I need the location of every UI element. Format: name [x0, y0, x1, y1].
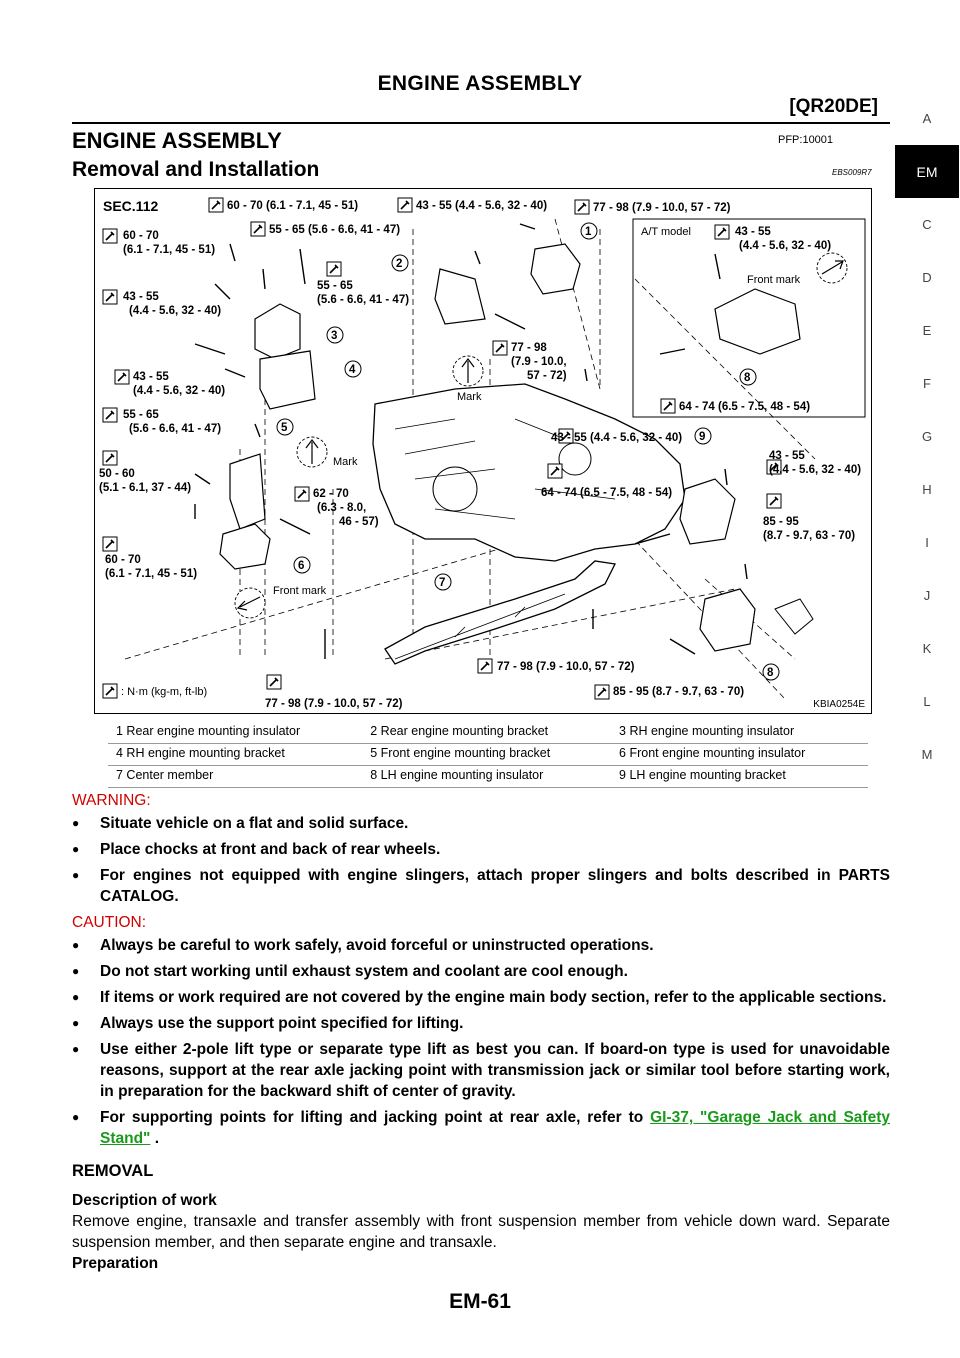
torque-callout: (4.4 - 5.6, 32 - 40) [133, 385, 226, 397]
legend-cell: 4 RH engine mounting bracket [116, 746, 285, 760]
legend-cell: 6 Front engine mounting insulator [619, 746, 806, 760]
legend-cell: 1 Rear engine mounting insulator [116, 724, 301, 738]
chapter-tab-k[interactable]: K [922, 641, 932, 656]
warning-item: For engines not equipped with engine slingers, attach proper slingers and bolts described in PARTS CATALOG. [100, 867, 890, 905]
chapter-tab-l[interactable]: L [923, 694, 931, 709]
front-insulator [220, 524, 270, 569]
torque-wrench-icon [115, 370, 129, 384]
chapter-tab-g[interactable]: G [921, 429, 933, 444]
caution-item: Use either 2-pole lift type or separate type lift as best you can. If board-on type is used for unavoidable reasons, support at the rear axle jacking point with transmission jack or similar tool before starting work, in preparation for the backward shift of center of gravity. [100, 1041, 890, 1100]
torque-callout: (6.1 - 7.1, 45 - 51) [105, 568, 198, 580]
caution-item-suffix: . [150, 1130, 160, 1147]
torque-callout: 64 - 74 (6.5 - 7.5, 48 - 54) [679, 401, 811, 413]
torque-wrench-icon [767, 494, 781, 508]
part-number-7: 7 [439, 577, 446, 589]
torque-wrench-icon [715, 225, 729, 239]
torque-callout: 43 - 55 (4.4 - 5.6, 32 - 40) [551, 432, 683, 444]
caution-label: CAUTION: [72, 914, 147, 931]
torque-callout: 43 - 55 [123, 291, 159, 303]
torque-callout: (6.3 - 8.0, [317, 502, 367, 514]
bullet-icon: ● [72, 1042, 80, 1056]
diagram-svg [95, 189, 871, 713]
torque-wrench-icon [103, 290, 117, 304]
torque-callout: 85 - 95 [763, 516, 799, 528]
chapter-index [895, 92, 959, 781]
description-heading: Description of work [72, 1192, 217, 1209]
torque-wrench-icon [209, 198, 223, 212]
torque-callout: (7.9 - 10.0, [511, 356, 567, 368]
torque-wrench-icon [398, 198, 412, 212]
figure-code: KBIA0254E [813, 699, 865, 710]
torque-callout: 43 - 55 [133, 371, 169, 383]
torque-wrench-icon [103, 684, 117, 698]
front-bracket [230, 454, 265, 529]
part-number-3: 3 [331, 330, 338, 342]
torque-callout: 60 - 70 [123, 230, 159, 242]
chapter-tab-a[interactable]: A [922, 111, 932, 126]
part-number-9: 9 [699, 431, 706, 443]
bullet-icon: ● [72, 868, 80, 882]
bullet-icon: ● [72, 1110, 80, 1124]
subsection-code: EBS009R7 [832, 168, 872, 177]
bullet-icon: ● [72, 842, 80, 856]
bullet-icon: ● [72, 938, 80, 952]
part-number-4: 4 [349, 364, 356, 376]
torque-callout: (5.1 - 6.1, 37 - 44) [99, 482, 192, 494]
subsection-title: Removal and Installation [72, 158, 320, 181]
torque-callout: 43 - 55 [769, 450, 805, 462]
torque-callout: 77 - 98 (7.9 - 10.0, 57 - 72) [497, 661, 635, 673]
torque-wrench-icon [493, 341, 507, 355]
engine-block [373, 384, 685, 561]
rear-insulator [531, 244, 580, 294]
chapter-tab-j[interactable]: J [923, 588, 931, 603]
lh-bracket [680, 479, 735, 544]
torque-callout: 55 - 65 [123, 409, 159, 421]
torque-callout: (4.4 - 5.6, 32 - 40) [769, 464, 862, 476]
rh-insulator [255, 304, 300, 359]
torque-callout: 85 - 95 (8.7 - 9.7, 63 - 70) [613, 686, 745, 698]
list-item [72, 935, 890, 956]
at-model-label: A/T model [641, 226, 691, 238]
engine-mount-diagram [94, 188, 872, 714]
torque-wrench-icon [103, 537, 117, 551]
at-insulator [715, 289, 800, 354]
caution-item: Always use the support point specified for lifting. [100, 1015, 464, 1032]
caution-item: Do not start working until exhaust system and coolant are cool enough. [100, 963, 628, 980]
part-number-5: 5 [281, 422, 288, 434]
torque-callout: 55 - 65 [317, 280, 353, 292]
mark-label: Mark [457, 391, 482, 403]
description-text: Remove engine, transaxle and transfer assembly with front suspension member from vehicle down ward. Separate suspension member, and then separate engine and transaxle. [72, 1213, 890, 1251]
legend-cell: 3 RH engine mounting insulator [619, 724, 795, 738]
torque-wrench-icon [103, 229, 117, 243]
list-item [72, 813, 890, 834]
legend-row [108, 722, 868, 744]
list-item [72, 1039, 890, 1102]
torque-callout: 77 - 98 [511, 342, 547, 354]
torque-wrench-icon [661, 399, 675, 413]
caution-item: If items or work required are not covered by the engine main body section, refer to the applicable sections. [100, 989, 887, 1006]
torque-callout: (4.4 - 5.6, 32 - 40) [129, 305, 222, 317]
rear-bracket [435, 269, 485, 324]
part-number-6: 6 [298, 560, 305, 572]
chapter-tab-e[interactable]: E [922, 323, 932, 338]
preparation-heading: Preparation [72, 1255, 159, 1272]
list-item [72, 1013, 890, 1034]
torque-wrench-icon [595, 685, 609, 699]
legend-cell: 2 Rear engine mounting bracket [370, 724, 549, 738]
torque-callout: (5.6 - 6.6, 41 - 47) [317, 294, 410, 306]
torque-callout: 46 - 57) [339, 516, 379, 528]
torque-wrench-icon [251, 222, 265, 236]
rh-bracket [260, 351, 315, 409]
legend-cell: 9 LH engine mounting bracket [619, 768, 786, 782]
front-mark-label-at: Front mark [747, 274, 801, 286]
bullet-icon: ● [72, 816, 80, 830]
unit-legend: : N·m (kg-m, ft-lb) [121, 686, 208, 698]
torque-callout: (4.4 - 5.6, 32 - 40) [739, 240, 832, 252]
torque-callout: 43 - 55 [735, 226, 771, 238]
lh-insulator [700, 589, 755, 651]
part-number-8: 8 [767, 667, 774, 679]
parts-legend-table [108, 722, 868, 788]
warning-item: Situate vehicle on a flat and solid surface. [100, 815, 409, 832]
chapter-tab-i[interactable]: I [925, 535, 929, 550]
torque-wrench-icon [267, 675, 281, 689]
part-number-2: 2 [396, 258, 403, 270]
legend-cell: 5 Front engine mounting bracket [370, 746, 551, 760]
torque-callout: 43 - 55 (4.4 - 5.6, 32 - 40) [416, 200, 548, 212]
torque-callout: (6.1 - 7.1, 45 - 51) [123, 244, 216, 256]
torque-callout: 62 - 70 [313, 488, 349, 500]
torque-callout: (8.7 - 9.7, 63 - 70) [763, 530, 856, 542]
removal-heading: REMOVAL [72, 1162, 154, 1180]
front-mark-label: Front mark [273, 585, 327, 597]
list-item [72, 961, 890, 982]
list-item [72, 865, 890, 907]
chapter-tab-m[interactable]: M [921, 747, 933, 762]
list-item [72, 987, 890, 1008]
center-member [385, 561, 615, 664]
part-number-1: 1 [585, 226, 592, 238]
torque-wrench-icon [103, 451, 117, 465]
sec-label: SEC.112 [103, 198, 159, 214]
torque-wrench-icon [327, 262, 341, 276]
warning-item: Place chocks at front and back of rear wheels. [100, 841, 441, 858]
caution-list [72, 935, 890, 1149]
bullet-icon: ● [72, 964, 80, 978]
torque-callout: (5.6 - 6.6, 41 - 47) [129, 423, 222, 435]
procedure-body [72, 790, 890, 1274]
torque-wrench-icon [548, 464, 562, 478]
legend-row [108, 744, 868, 766]
caution-item-prefix: For supporting points for lifting and jacking point at rear axle, refer to [100, 1109, 651, 1126]
caution-item: Always be careful to work safely, avoid forceful or uninstructed operations. [100, 937, 654, 954]
garage-jack-reference-link[interactable]: GI-37, "Garage Jack and Safety Stand" [100, 1109, 890, 1147]
torque-callout: 50 - 60 [99, 468, 135, 480]
mark-label-2: Mark [333, 456, 358, 468]
header-rule [72, 122, 890, 124]
chapter-tab-h[interactable]: H [922, 482, 932, 497]
torque-callout: 77 - 98 (7.9 - 10.0, 57 - 72) [593, 202, 731, 214]
part-number-8-at: 8 [744, 372, 751, 384]
torque-callout: 57 - 72) [527, 370, 567, 382]
chapter-tab-d[interactable]: D [922, 270, 932, 285]
torque-callout: 60 - 70 [105, 554, 141, 566]
warning-list [72, 813, 890, 907]
section-title: ENGINE ASSEMBLY [72, 128, 282, 153]
torque-callout: 77 - 98 (7.9 - 10.0, 57 - 72) [265, 698, 403, 710]
torque-callout: 64 - 74 (6.5 - 7.5, 48 - 54) [541, 487, 673, 499]
list-item [72, 839, 890, 860]
page-header-title: ENGINE ASSEMBLY [377, 72, 583, 95]
torque-wrench-icon [575, 200, 589, 214]
chapter-tab-em[interactable]: EM [895, 145, 959, 198]
legend-row [108, 766, 868, 788]
torque-callout: 60 - 70 (6.1 - 7.1, 45 - 51) [227, 200, 359, 212]
bullet-icon: ● [72, 1016, 80, 1030]
legend-cell: 7 Center member [116, 768, 214, 782]
torque-wrench-icon [295, 487, 309, 501]
list-item [72, 1107, 890, 1149]
chapter-tab-f[interactable]: F [923, 376, 931, 391]
warning-label: WARNING: [72, 792, 151, 809]
page-number: EM-61 [449, 1290, 511, 1313]
page-header-subtitle: [QR20DE] [789, 96, 878, 117]
torque-wrench-icon [103, 408, 117, 422]
torque-callout: 55 - 65 (5.6 - 6.6, 41 - 47) [269, 224, 401, 236]
chapter-tab-c[interactable]: C [922, 217, 932, 232]
torque-wrench-icon [478, 659, 492, 673]
legend-cell: 8 LH engine mounting insulator [370, 768, 544, 782]
bullet-icon: ● [72, 990, 80, 1004]
section-code: PFP:10001 [778, 134, 834, 146]
